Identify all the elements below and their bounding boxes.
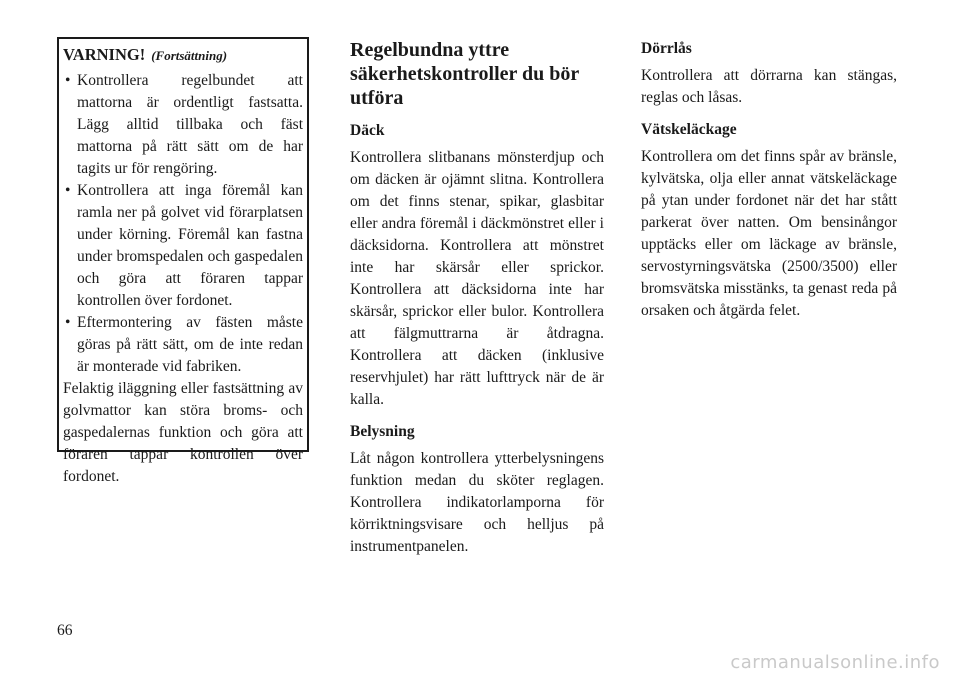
warning-item-text: Kontrollera att inga föremål kan ramla ner på golvet vid förarplatsen under körning. Föremål kan fastna under bromspedalen och gaspedalen och göra att föraren tappar kontrollen över fordonet. bbox=[77, 182, 303, 309]
warning-item bbox=[63, 312, 303, 378]
warning-list bbox=[63, 70, 303, 378]
warning-header bbox=[63, 44, 303, 66]
bullet-icon: • bbox=[65, 72, 71, 89]
warning-item bbox=[63, 70, 303, 180]
warning-item bbox=[63, 180, 303, 312]
lights-heading: Belysning bbox=[350, 423, 415, 440]
right-column bbox=[641, 38, 897, 332]
leaks-heading: Vätskeläckage bbox=[641, 121, 737, 138]
page-number: 66 bbox=[57, 622, 73, 639]
locks-text: Kontrollera att dörrarna kan stängas, reglas och låsas. bbox=[641, 67, 897, 106]
warning-box bbox=[57, 37, 309, 485]
lights-text: Låt någon kontrollera ytterbelysningens funktion medan du sköter reglagen. Kontrollera indikatorlamporna för körriktningsvisare och helljus på instrumentpanelen. bbox=[350, 450, 604, 555]
locks-heading: Dörrlås bbox=[641, 40, 692, 57]
leaks-text: Kontrollera om det finns spår av bränsle, kylvätska, olja eller annat vätskeläckage på ytan under fordonet när det har stått parkerat över natten. Om bensinångor upptäcks eller om läckage av bränsle, servostyrningsvätska (2500/3500) eller bromsvätska misstänks, ta genast reda på orsaken och åtgärda felet. bbox=[641, 148, 897, 319]
watermark: carmanualsonline.info bbox=[730, 652, 940, 673]
warning-title: VARNING! bbox=[63, 45, 146, 64]
warning-item-text: Eftermontering av fästen måste göras på rätt sätt, om de inte redan är monterade vid fabriken. bbox=[77, 314, 303, 375]
warning-item-text: Kontrollera regelbundet att mattorna är ordentligt fastsatta. Lägg alltid tillbaka och fäst mattorna på rätt sätt om de har tagits ur för rengöring. bbox=[77, 72, 303, 177]
middle-column bbox=[350, 38, 604, 568]
section-heading: Regelbundna yttre säkerhetskontroller du bör utföra bbox=[350, 39, 579, 109]
warning-subtitle: (Fortsättning) bbox=[151, 48, 228, 63]
tires-text: Kontrollera slitbanans mönsterdjup och om däcken är ojämnt slitna. Kontrollera om det finns stenar, spikar, glasbitar eller andra föremål i däckmönstret eller i däcksidorna. Kontrollera att mönstret inte har skärsår eller sprickor. Kontrollera att däcksidorna inte har skärsår, sprickor eller bulor. Kontrollera att fälgmuttrarna är åtdragna. Kontrollera att däcken (inklusive reservhjulet) har rätt lufttryck när de är kalla. bbox=[350, 149, 604, 408]
warning-footer: Felaktig iläggning eller fastsättning av golvmattor kan störa broms- och gaspedalernas funktion och göra att föraren tappar kontrollen över fordonet. bbox=[63, 380, 303, 485]
tires-heading: Däck bbox=[350, 122, 385, 139]
bullet-icon: • bbox=[65, 314, 71, 331]
bullet-icon: • bbox=[65, 182, 71, 199]
